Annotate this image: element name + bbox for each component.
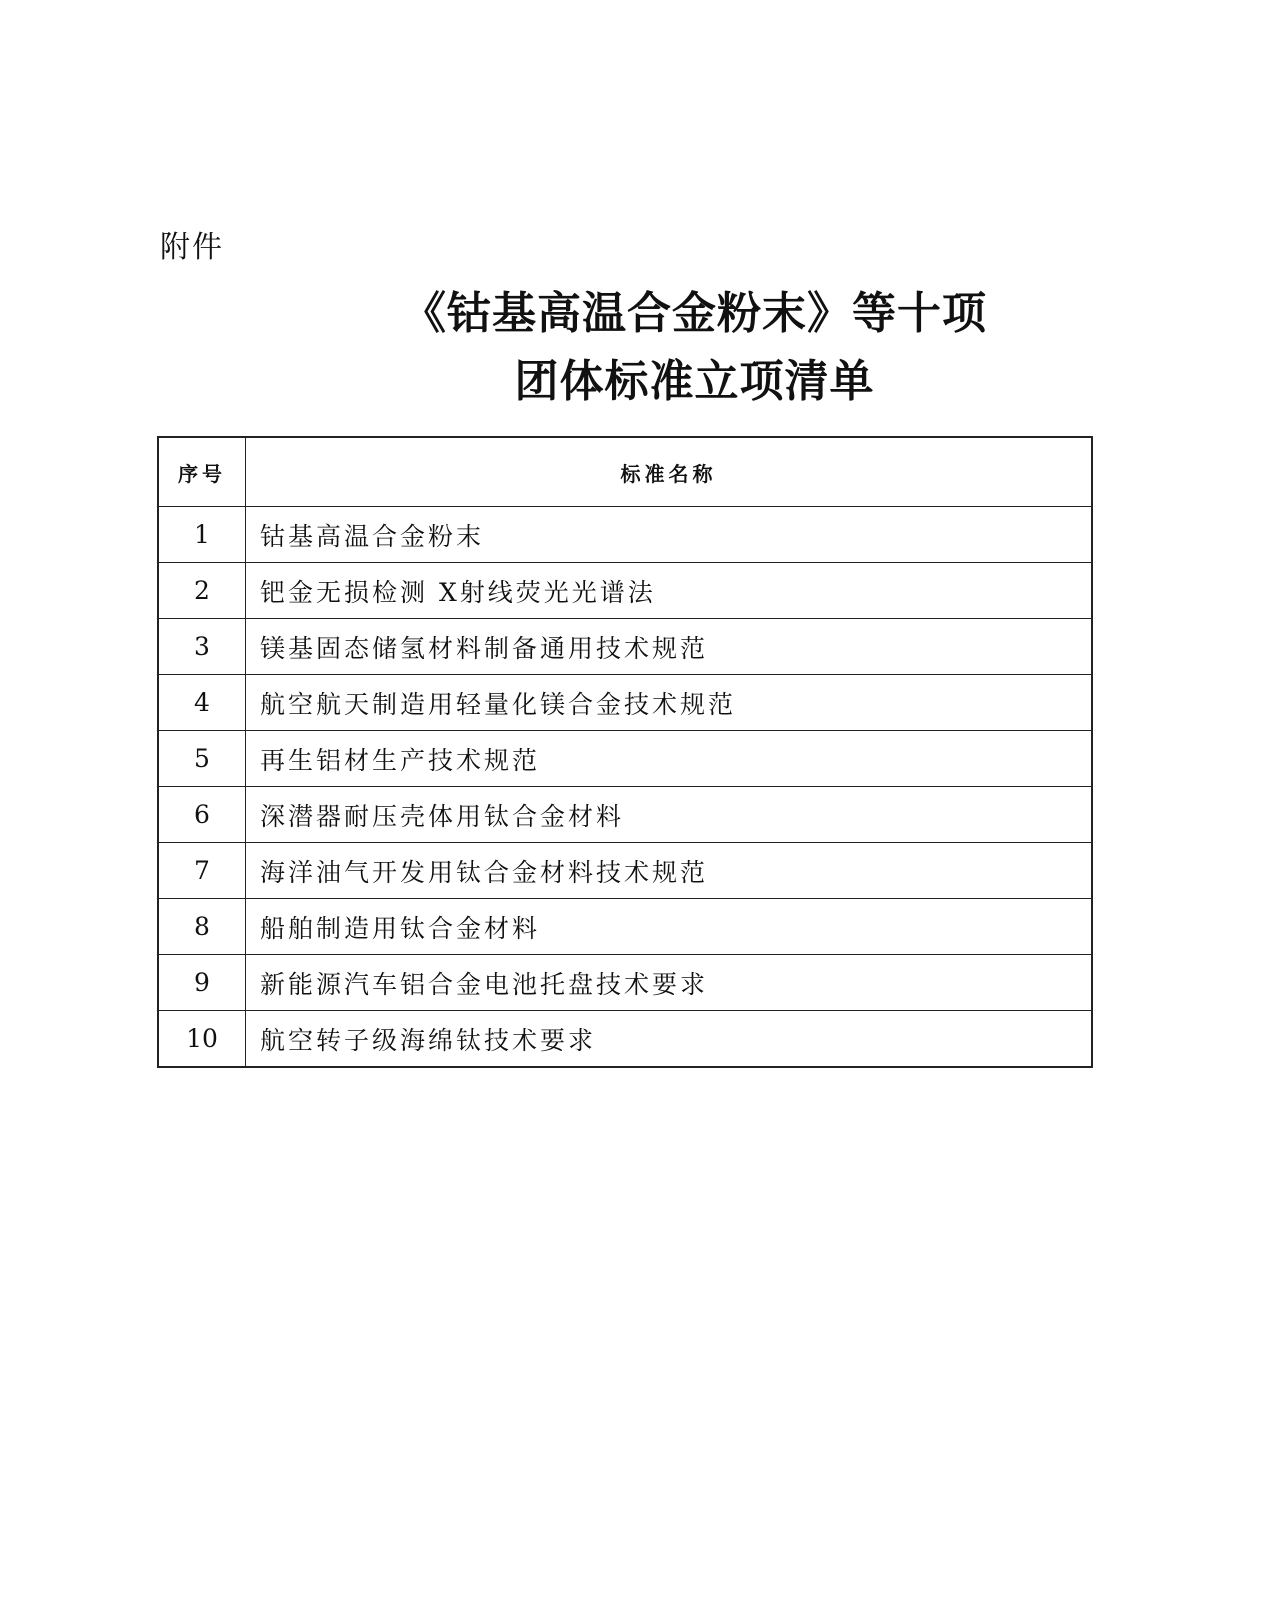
title-line-1: 《钴基高温合金粉末》等十项 <box>402 288 987 339</box>
row-standard-name: 钴基高温合金粉末 <box>246 507 1093 563</box>
row-number: 2 <box>158 563 246 619</box>
row-standard-name: 深潜器耐压壳体用钛合金材料 <box>246 787 1093 843</box>
row-number: 8 <box>158 899 246 955</box>
table-row <box>158 675 1092 731</box>
table-header-row <box>158 437 1092 507</box>
standards-table <box>157 436 1093 1068</box>
row-number: 1 <box>158 507 246 563</box>
row-standard-name: 钯金无损检测 X射线荧光光谱法 <box>246 563 1093 619</box>
row-standard-name: 再生铝材生产技术规范 <box>246 731 1093 787</box>
header-serial-number: 序号 <box>158 437 246 507</box>
row-number: 5 <box>158 731 246 787</box>
document-title <box>0 280 1279 416</box>
row-number: 3 <box>158 619 246 675</box>
table-row <box>158 507 1092 563</box>
row-standard-name: 航空航天制造用轻量化镁合金技术规范 <box>246 675 1093 731</box>
row-number: 7 <box>158 843 246 899</box>
row-number: 10 <box>158 1011 246 1068</box>
table-row <box>158 899 1092 955</box>
row-standard-name: 航空转子级海绵钛技术要求 <box>246 1011 1093 1068</box>
header-standard-name: 标准名称 <box>246 437 1093 507</box>
table-row <box>158 619 1092 675</box>
table-row <box>158 955 1092 1011</box>
row-standard-name: 海洋油气开发用钛合金材料技术规范 <box>246 843 1093 899</box>
table-row <box>158 1011 1092 1068</box>
title-line-2: 团体标准立项清单 <box>514 356 875 407</box>
table-row <box>158 787 1092 843</box>
annex-label: 附件 <box>160 230 224 265</box>
row-number: 6 <box>158 787 246 843</box>
row-standard-name: 新能源汽车铝合金电池托盘技术要求 <box>246 955 1093 1011</box>
table-row <box>158 563 1092 619</box>
row-number: 4 <box>158 675 246 731</box>
row-standard-name: 船舶制造用钛合金材料 <box>246 899 1093 955</box>
table-row <box>158 843 1092 899</box>
row-number: 9 <box>158 955 246 1011</box>
row-standard-name: 镁基固态储氢材料制备通用技术规范 <box>246 619 1093 675</box>
table-row <box>158 731 1092 787</box>
